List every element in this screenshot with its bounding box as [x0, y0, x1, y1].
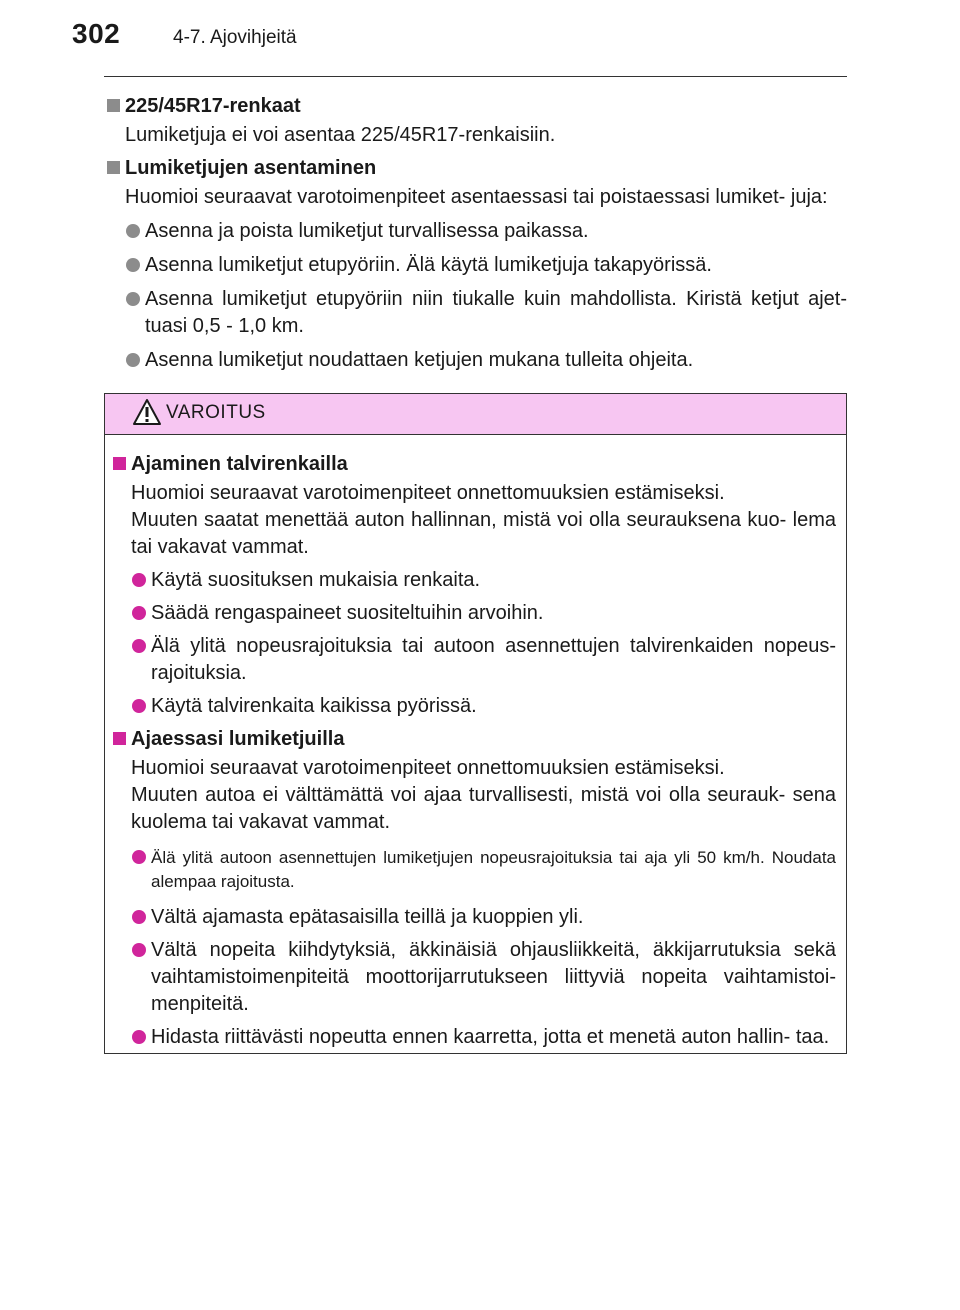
list-item — [107, 347, 847, 374]
circle-bullet-icon — [132, 850, 146, 864]
circle-bullet-icon — [132, 910, 146, 924]
list-item-text: Käytä suosituksen mukaisia renkaita. — [151, 569, 481, 591]
list-item — [113, 904, 836, 931]
warning-title: VAROITUS — [166, 402, 266, 423]
list-item — [113, 567, 836, 594]
circle-bullet-icon — [126, 292, 140, 306]
list-item-text: Älä ylitä nopeusrajoituksia tai autoon asennettujen talvirenkaiden nopeus- rajoituksia. — [151, 635, 836, 684]
list-item-text: Asenna lumiketjut etupyöriin. Älä käytä lumiketjuja takapyörissä. — [145, 254, 712, 276]
warning-section-heading — [113, 726, 836, 753]
warning-paragraph: Huomioi seuraavat varotoimenpiteet onnettomuuksien estämiseksi. — [131, 757, 725, 779]
list-item — [107, 218, 847, 245]
page-number: 302 — [72, 18, 121, 49]
circle-bullet-icon — [126, 353, 140, 367]
list-item — [113, 846, 836, 894]
warning-header — [105, 394, 846, 435]
list-item — [113, 1024, 836, 1051]
heading-text: 225/45R17-renkaat — [125, 95, 301, 117]
warning-paragraph: Huomioi seuraavat varotoimenpiteet onnettomuuksien estämiseksi. — [131, 482, 725, 504]
heading-text: Ajaessasi lumiketjuilla — [131, 728, 345, 750]
list-item — [107, 252, 847, 279]
section-paragraph: Lumiketjuja ei voi asentaa 225/45R17-renkaisiin. — [125, 124, 556, 146]
section-title: 4-7. Ajovihjeitä — [173, 27, 297, 48]
square-bullet-icon — [107, 161, 120, 174]
list-item — [107, 286, 847, 340]
list-item-text: Hidasta riittävästi nopeutta ennen kaarretta, jotta et menetä auton hallin- taa. — [151, 1026, 830, 1048]
list-item-text: Asenna ja poista lumiketjut turvallisessa paikassa. — [145, 220, 589, 242]
list-item-text: Vältä ajamasta epätasaisilla teillä ja kuoppien yli. — [151, 906, 584, 928]
circle-bullet-icon — [132, 943, 146, 957]
section-heading — [107, 93, 847, 120]
heading-text: Lumiketjujen asentaminen — [125, 157, 377, 179]
circle-bullet-icon — [132, 699, 146, 713]
warning-body — [105, 435, 846, 1051]
list-item-text: Vältä nopeita kiihdytyksiä, äkkinäisiä ohjausliikkeitä, äkkijarrutuksia sekä vaihtamistoimenpiteitä moottorijarrutukseen liittyviä nopeita vaihtamistoi- menpiteitä. — [151, 939, 836, 1015]
circle-bullet-icon — [132, 573, 146, 587]
list-item — [113, 937, 836, 1018]
heading-text: Ajaminen talvirenkailla — [131, 453, 348, 475]
list-item-text: Asenna lumiketjut noudattaen ketjujen mukana tulleita ohjeita. — [145, 349, 694, 371]
main-content — [107, 90, 847, 374]
square-bullet-icon — [107, 99, 120, 112]
list-item-text: Asenna lumiketjut etupyöriin niin tiukalle kuin mahdollista. Kiristä ketjut ajet- tuasi 0,5 - 1,0 km. — [145, 288, 847, 337]
list-item-text: Älä ylitä autoon asennettujen lumiketjujen nopeusrajoituksia tai aja yli 50 km/h. Noudata alempaa rajoitusta. — [151, 848, 836, 891]
square-bullet-icon — [113, 732, 126, 745]
list-item — [113, 693, 836, 720]
list-item — [113, 633, 836, 687]
header-rule — [104, 76, 847, 77]
circle-bullet-icon — [126, 224, 140, 238]
circle-bullet-icon — [132, 606, 146, 620]
square-bullet-icon — [113, 457, 126, 470]
list-item-text: Käytä talvirenkaita kaikissa pyörissä. — [151, 695, 477, 717]
warning-paragraph: Muuten saatat menettää auton hallinnan, mistä voi olla seurauksena kuo- lema tai vakavat vammat. — [131, 509, 836, 558]
circle-bullet-icon — [132, 639, 146, 653]
section-paragraph: Huomioi seuraavat varotoimenpiteet asentaessasi tai poistaessasi lumiket- juja: — [125, 186, 828, 208]
list-item — [113, 600, 836, 627]
circle-bullet-icon — [126, 258, 140, 272]
warning-triangle-icon — [132, 398, 162, 426]
circle-bullet-icon — [132, 1030, 146, 1044]
warning-paragraph: Muuten autoa ei välttämättä voi ajaa turvallisesti, mistä voi olla seurauk- sena kuolema tai vakavat vammat. — [131, 784, 836, 833]
warning-section-heading — [113, 451, 836, 478]
warning-box — [104, 393, 847, 1054]
list-item-text: Säädä rengaspaineet suositeltuihin arvoihin. — [151, 602, 544, 624]
section-heading — [107, 155, 847, 182]
